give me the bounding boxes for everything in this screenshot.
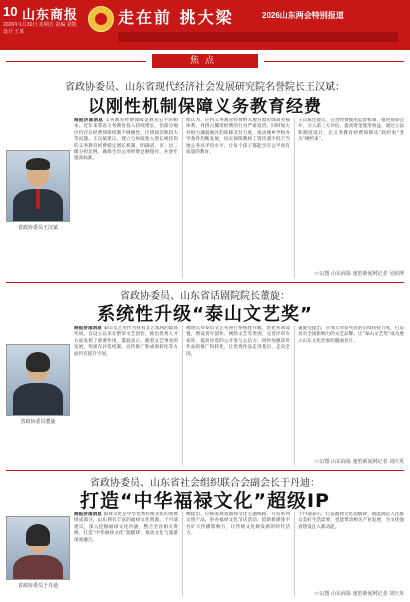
column-separator [182, 326, 183, 466]
article-3-lead: 商报济南消息 [74, 512, 102, 517]
article-1-photo [6, 150, 70, 222]
masthead [0, 0, 410, 50]
paper-name: 山东商报 [22, 7, 79, 22]
article-1-headline: 以刚性机制保障义务教育经费 [88, 97, 322, 117]
section-banner: 焦点 [152, 54, 258, 68]
article-3-column-2: 她提出，应统筹规划福禄文化主题线路，开发系列文创产品，举办福禄文化节庆活动，借助新媒体平台扩大传播影响力，让传统文化焕发新的时代活力。 [186, 512, 290, 537]
masthead-strip [118, 32, 398, 42]
article-divider [6, 282, 404, 283]
column-separator [294, 512, 295, 596]
article-3-kicker: 省政协委员、山东省社会组织联合会副会长于丹迪： [90, 478, 320, 489]
special-report-label: 2026山东两会特别报道 [262, 11, 344, 20]
page-number: 10 [3, 4, 18, 19]
article-2-photo [6, 344, 70, 416]
article-1-column-2: 他认为，应将义务教育经费纳入地方政府绩效考核体系，对挤占挪用经费的行为严肃追责。同时加大对财力薄弱地区的转移支付力度，推动城乡学校办学条件均衡发展，切实保障教师工资待遇不低于当地公务员平均水平，让每个孩子都能享有公平而有质量的教育。 [186, 118, 290, 156]
article-1-source: □文/图 山东商报·速豹新闻网记者 吴昭博 [315, 271, 404, 277]
article-1-photo-caption: 省政协委员王汉斌 [17, 225, 58, 231]
article-3-photo [6, 516, 70, 580]
article-1-column-1: 商报济南消息 义务教育经费保障是教育公平的根本。近年来我省义务教育投入持续增长，但部分地区仍存在经费保障机制不够刚性、区域间差距较大等问题。王汉斌建议，建立与财政收入增长相挂钩的义务教育经费稳定增长机制，明确省、市、县三级分担比例，确保生均公用经费足额拨付，并逐步提高标准。 [74, 118, 178, 162]
article-1-lead: 商报济南消息 [74, 118, 104, 123]
article-3-column-1: 商报济南消息 福禄文化是中华优秀传统文化的重要组成部分，山东拥有丰富的福禄文化资源。于丹迪建议，深入挖掘福禄文化内涵，整合全省相关资源，打造“中华福禄文化”超级IP，推动文化与旅游深度融合。 [74, 512, 178, 543]
slogan: 走在前 挑大梁 [118, 8, 234, 27]
article-2-lead: 商报济南消息 [74, 326, 102, 331]
article-2-headline: 系统性升级“泰山文艺奖” [97, 304, 313, 325]
article-3-column-3: 于丹迪表示，打造福禄文化超级IP，既能满足人民群众美好生活需要，也能带动相关产业发展，为文化强省建设注入新动能。 [298, 512, 404, 530]
article-2-column-2: 她建议对泰山文艺奖进行系统性升级，优化奖项设置，增设青年创作、网络文艺等类别，完善评审专家库，提高评选的公开度与公信力。同时加强获奖作品的推广和转化，让优秀作品走进基层、走向全国。 [186, 326, 290, 357]
article-2-source: □文/图 山东商报·速豹新闻网记者 刘庆英 [315, 459, 404, 465]
article-3-headline: 打造“中华福禄文化”超级IP [80, 490, 330, 512]
article-2-column-1: 商报济南消息 泰山文艺奖作为我省文艺领域的最高奖项，自设立以来在繁荣文艺创作、推出优秀人才方面发挥了重要作用。董旋表示，随着文艺事业的发展，奖项在评选机制、宣传推广和成果转化等方面仍有提升空间。 [74, 326, 178, 357]
column-separator [182, 512, 183, 596]
banner-rule-left [6, 61, 146, 62]
article-1-kicker: 省政协委员、山东省现代经济社会发展研究院名誉院长王汉斌： [65, 82, 345, 93]
column-separator [182, 118, 183, 278]
article-2-photo-caption: 省政协委员董旋 [20, 419, 56, 425]
article-3-photo-caption: 省政协委员于丹迪 [17, 583, 58, 589]
article-2-column-3: 董旋还提出，应加大对获奖者的后续扶持力度，打造具有全国影响力的文艺品牌，让“泰山文艺奖”成为展示山东文化形象的靓丽名片。 [298, 326, 404, 344]
article-divider [6, 470, 404, 471]
article-2-kicker: 省政协委员、山东省话剧院院长董旋： [120, 291, 290, 302]
column-separator [294, 326, 295, 466]
column-separator [294, 118, 295, 278]
article-3-source: □文/图 山东商报·速豹新闻网记者 刘庆英 [315, 591, 404, 597]
issue-info: 2026年1月30日 星期五 责编 刘凯 设计 王某 [3, 22, 77, 35]
banner-rule-right [264, 61, 404, 62]
emblem-icon [88, 6, 114, 32]
article-1-column-3: 王汉斌还建议，完善经费使用监督机制，推进预算公开，引入第三方评估，提高资金使用效益。通过立法和制度设计，让义务教育经费保障从“软约束”变为“硬约束”。 [298, 118, 404, 143]
